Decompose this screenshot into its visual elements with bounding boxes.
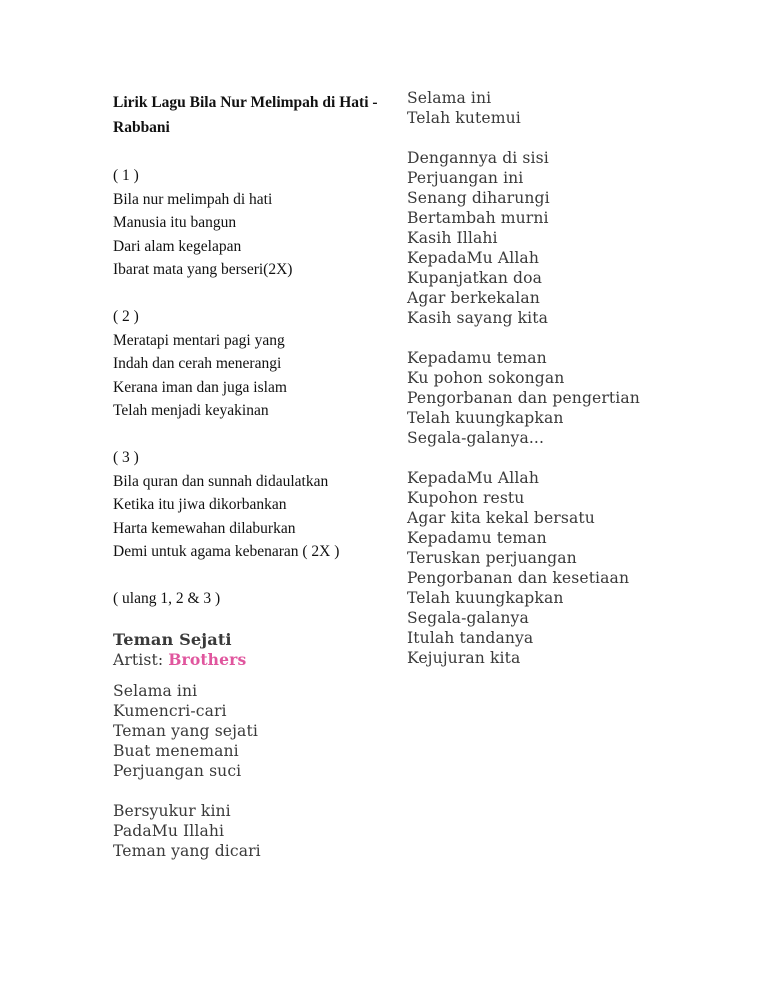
lyric-line: Meratapi mentari pagi yang (113, 331, 285, 349)
lyric-line: Kupanjatkan doa (407, 269, 542, 287)
lyric-line: Itulah tandanya (407, 629, 534, 647)
page-title: Lirik Lagu Bila Nur Melimpah di Hati - Rabbani (113, 94, 378, 136)
lyric-line: Telah menjadi keyakinan (113, 402, 269, 420)
stanza-2 (113, 305, 383, 423)
lyric-line: Kepadamu teman (407, 349, 547, 367)
lyric-line: Demi untuk agama kebenaran ( 2X ) (113, 543, 340, 561)
lyric-line: Perjuangan suci (113, 761, 242, 780)
lyric-line: Pengorbanan dan kesetiaan (407, 569, 630, 587)
lyric-line: Bersyukur kini (113, 801, 231, 820)
lyric-line: Kupohon restu (407, 489, 525, 507)
right-verse-3 (407, 348, 747, 448)
lyric-line: Kejujuran kita (407, 649, 521, 667)
artist-line (113, 650, 383, 670)
artist-label: Artist: (113, 650, 164, 669)
lyric-line: Kasih sayang kita (407, 309, 549, 327)
right-column (407, 88, 747, 688)
lyric-line: Teruskan perjuangan (407, 549, 577, 567)
artist-name: Brothers (168, 649, 247, 669)
lyric-line: Teman yang dicari (113, 841, 261, 860)
lyric-line: Perjuangan ini (407, 169, 524, 187)
lyric-line: Selama ini (113, 681, 198, 700)
lyric-line: Teman yang sejati (113, 721, 258, 740)
left-column (113, 90, 383, 881)
lyric-line: Dengannya di sisi (407, 149, 549, 167)
lyric-line: Ku pohon sokongan (407, 369, 565, 387)
repeat-note: ( ulang 1, 2 & 3 ) (113, 589, 221, 607)
lyric-line: KepadaMu Allah (407, 249, 539, 267)
stanza-2-label: ( 2 ) (113, 307, 139, 325)
lyric-line: Ibarat mata yang berseri(2X) (113, 261, 293, 279)
lyric-line: Segala-galanya (407, 609, 529, 627)
lyric-line: Bertambah murni (407, 209, 549, 227)
lyric-line: Selama ini (407, 89, 492, 107)
lyric-line: Kepadamu teman (407, 529, 547, 547)
song-2-title: Teman Sejati (113, 629, 232, 649)
lyric-line: Bila quran dan sunnah didaulatkan (113, 472, 329, 490)
lyric-line: Dari alam kegelapan (113, 237, 242, 255)
lyric-line: Buat menemani (113, 741, 239, 760)
song-2-header (113, 630, 383, 670)
lyric-line: Kumencri-cari (113, 701, 227, 720)
lyric-line: Telah kuungkapkan (407, 409, 564, 427)
lyric-line: Ketika itu jiwa dikorbankan (113, 496, 287, 514)
lyric-line: Agar kita kekal bersatu (407, 509, 595, 527)
stanza-1 (113, 164, 383, 282)
stanza-1-label: ( 1 ) (113, 167, 139, 184)
right-verse-4 (407, 468, 747, 668)
lyric-line: Manusia itu bangun (113, 214, 237, 232)
lyric-line: Harta kemewahan dilaburkan (113, 519, 296, 537)
lyric-line: PadaMu Illahi (113, 821, 225, 840)
song-2-verse-1 (113, 681, 383, 781)
song-2-verse-2 (113, 801, 383, 861)
stanza-3-label: ( 3 ) (113, 448, 139, 466)
lyric-line: Kerana iman dan juga islam (113, 378, 287, 396)
lyric-line: Senang diharungi (407, 189, 550, 207)
right-verse-2 (407, 148, 747, 328)
lyric-line: Segala-galanya... (407, 429, 545, 447)
lyric-line: Indah dan cerah menerangi (113, 355, 282, 373)
lyric-line: KepadaMu Allah (407, 469, 539, 487)
lyric-line: Telah kuungkapkan (407, 589, 564, 607)
lyric-line: Kasih Illahi (407, 229, 498, 247)
right-verse-1 (407, 88, 747, 128)
stanza-3 (113, 446, 383, 564)
lyric-line: Bila nur melimpah di hati (113, 190, 273, 208)
lyric-line: Agar berkekalan (407, 289, 540, 307)
lyric-line: Pengorbanan dan pengertian (407, 389, 640, 407)
lyric-line: Telah kutemui (407, 109, 521, 127)
